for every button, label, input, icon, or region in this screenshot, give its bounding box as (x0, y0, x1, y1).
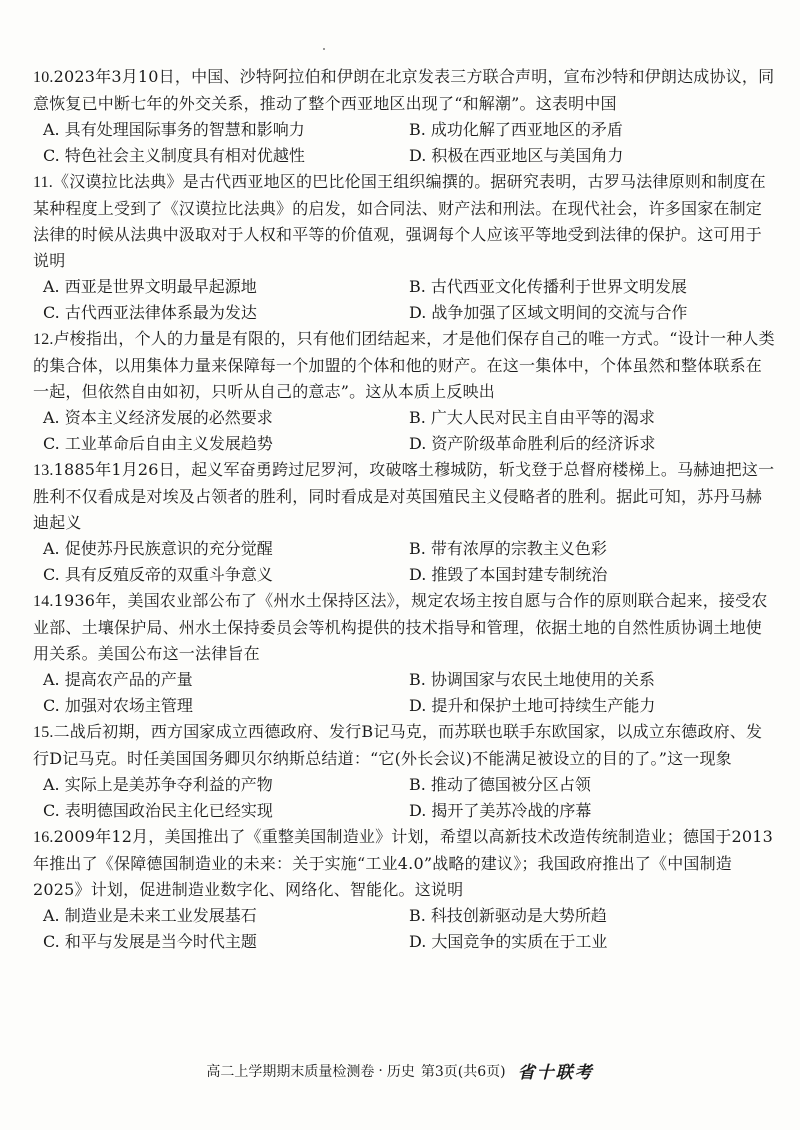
question-16 (33, 824, 778, 955)
option-d: D. 大国竞争的实质在于工业 (409, 932, 608, 951)
option-row (33, 117, 778, 143)
option-b: B. 科技创新驱动是大势所趋 (409, 906, 607, 925)
option-row (33, 903, 778, 929)
question-stem: 11.《汉谟拉比法典》是古代西亚地区的巴比伦国王组织编撰的。据研究表明，古罗马法律原则和制度在某种程度上受到了《汉谟拉比法典》的启发，如合同法、财产法和刑法。在现代社会，许多国家在制定法律的时候从法典中汲取对于人权和平等的价值观，强调每个人应该平等地受到法律的保护。这可用于说明 (33, 172, 766, 270)
question-stem: 13.1885年1月26日，起义军奋勇跨过尼罗河，攻破喀土穆城防，斩戈登于总督府楼梯上。马赫迪把这一胜利不仅看成是对埃及占领者的胜利，同时看成是对英国殖民主义侵略者的胜利。据此可知，苏丹马赫迪起义 (33, 460, 775, 532)
option-row (33, 405, 778, 431)
option-row (33, 300, 778, 326)
option-a: A. 西亚是世界文明最早起源地 (43, 277, 257, 296)
question-11 (33, 169, 778, 326)
option-d: D. 揭开了美苏冷战的序幕 (409, 801, 592, 820)
page-number: 第3页(共6页) (420, 1063, 506, 1080)
option-row (33, 693, 778, 719)
option-c: C. 特色社会主义制度具有相对优越性 (43, 146, 305, 165)
exam-title: 高二上学期期末质量检测卷 (206, 1063, 375, 1080)
question-15 (33, 719, 778, 824)
option-a: A. 促使苏丹民族意识的充分觉醒 (43, 539, 273, 558)
question-stem: 14.1936年，美国农业部公布了《州水土保持区法》，规定农场主按自愿与合作的原则联合起来，接受农业部、土壤保护局、州水土保持委员会等机构提供的技术指导和管理，依据土地的自然性质协调土地使用关系。美国公布这一法律旨在 (33, 591, 768, 663)
subject-label: 历史 (386, 1063, 415, 1080)
question-14 (33, 588, 778, 719)
option-row (33, 536, 778, 562)
option-row (33, 431, 778, 457)
option-b: B. 带有浓厚的宗教主义色彩 (409, 539, 607, 558)
option-d: D. 推毁了本国封建专制统治 (409, 565, 608, 584)
option-a: A. 制造业是未来工业发展基石 (43, 906, 257, 925)
option-a: A. 资本主义经济发展的必然要求 (43, 408, 273, 427)
option-d: D. 资产阶级革命胜利后的经济诉求 (409, 434, 656, 453)
option-row (33, 667, 778, 693)
option-row (33, 143, 778, 169)
option-c: C. 具有反殖反帝的双重斗争意义 (43, 565, 273, 584)
question-12 (33, 326, 778, 457)
option-b: B. 古代西亚文化传播利于世界文明发展 (409, 277, 687, 296)
publisher-seal: 省十联考 (517, 1063, 594, 1083)
option-b: B. 推动了德国被分区占领 (409, 775, 591, 794)
scan-dot (323, 48, 325, 50)
option-a: A. 具有处理国际事务的智慧和影响力 (43, 120, 305, 139)
option-row (33, 274, 778, 300)
option-a: A. 实际上是美苏争夺利益的产物 (43, 775, 273, 794)
question-stem: 12.卢梭指出，个人的力量是有限的，只有他们团结起来，才是他们保存自己的唯一方式。“设计一种人类的集合体，以用集体力量来保障每一个加盟的个体和他的财产。在这一集体中，个体虽然和整体联系在一起，但依然自由如初，只听从自己的意志”。这从本质上反映出 (33, 329, 775, 401)
question-stem: 10.2023年3月10日，中国、沙特阿拉伯和伊朗在北京发表三方联合声明，宣布沙特和伊朗达成协议，同意恢复已中断七年的外交关系，推动了整个西亚地区出现了“和解潮”。这表明中国 (33, 67, 775, 113)
option-c: C. 和平与发展是当今时代主题 (43, 932, 257, 951)
option-d: D. 提升和保护土地可持续生产能力 (409, 696, 656, 715)
option-c: C. 加强对农场主管理 (43, 696, 193, 715)
option-b: B. 协调国家与农民土地使用的关系 (409, 670, 655, 689)
option-row (33, 798, 778, 824)
question-stem: 15.二战后初期，西方国家成立西德政府、发行B记马克，而苏联也联手东欧国家，以成立东德政府、发行D记马克。时任美国国务卿贝尔纳斯总结道：“它(外长会议)不能满足被设立的目的了。”这一现象 (33, 722, 763, 768)
option-c: C. 表明德国政治民主化已经实现 (43, 801, 273, 820)
option-c: C. 工业革命后自由主义发展趋势 (43, 434, 273, 453)
option-a: A. 提高农产品的产量 (43, 670, 193, 689)
option-row (33, 772, 778, 798)
option-b: B. 广大人民对民主自由平等的渴求 (409, 408, 655, 427)
option-d: D. 积极在西亚地区与美国角力 (409, 146, 624, 165)
question-list (33, 64, 778, 955)
question-13 (33, 457, 778, 588)
footer-separator: · (378, 1062, 383, 1079)
question-stem: 16.2009年12月，美国推出了《重整美国制造业》计划，希望以高新技术改造传统制造业；德国于2013年推出了《保障德国制造业的未来：关于实施“工业4.0”战略的建议》；我国政府推出了《中国制造2025》计划，促进制造业数字化、网络化、智能化。这说明 (33, 827, 774, 899)
page-footer (150, 1058, 650, 1083)
option-d: D. 战争加强了区域文明间的交流与合作 (409, 303, 688, 322)
option-row (33, 562, 778, 588)
option-c: C. 古代西亚法律体系最为发达 (43, 303, 257, 322)
question-10 (33, 64, 778, 169)
option-b: B. 成功化解了西亚地区的矛盾 (409, 120, 623, 139)
option-row (33, 929, 778, 955)
